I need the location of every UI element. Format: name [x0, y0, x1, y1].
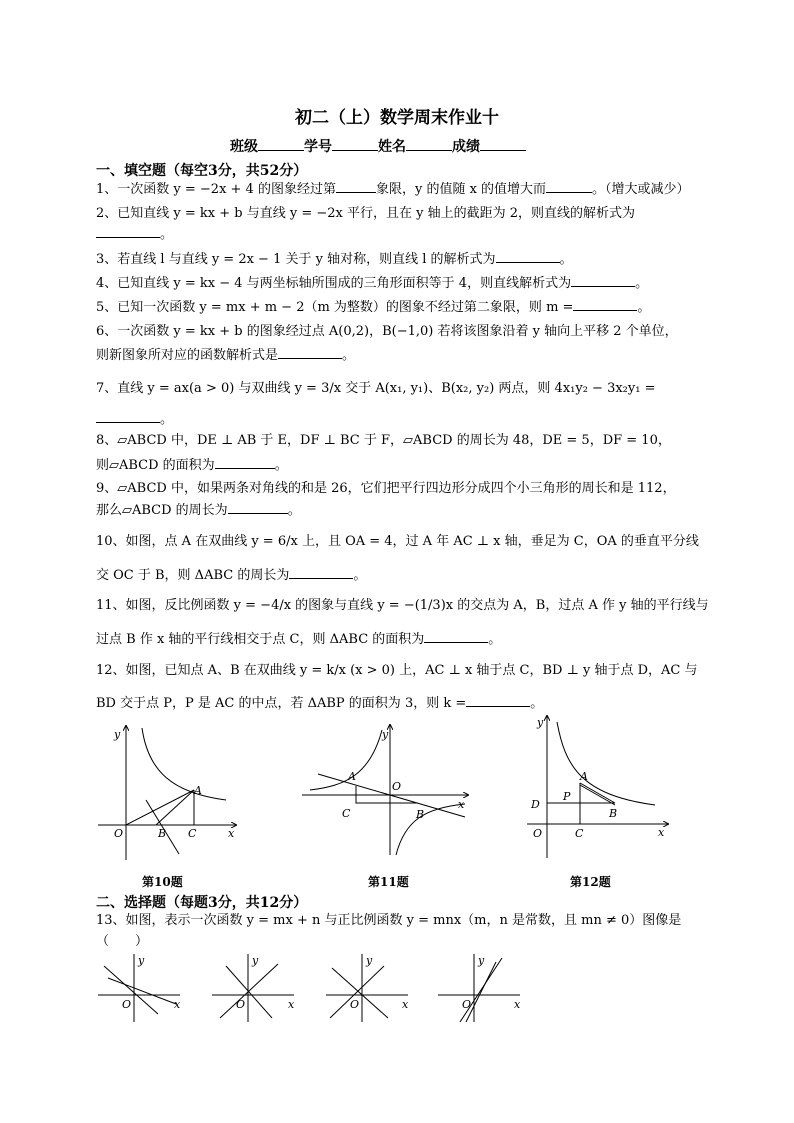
line-2 — [226, 966, 272, 1018]
point-a-label: A — [348, 770, 356, 783]
q7-blank[interactable] — [96, 410, 160, 423]
question-4 — [96, 274, 648, 293]
figure-12 — [525, 710, 675, 862]
q1-blank-1[interactable] — [336, 180, 376, 193]
question-11-line-2 — [96, 630, 501, 649]
q10-text-b: 交 OC 于 B，则 ΔABC 的周长为 — [96, 568, 290, 583]
q4-text-b: 。 — [635, 276, 649, 291]
y-label: y — [114, 728, 121, 741]
point-d-label: D — [531, 798, 540, 811]
q5-text-b: 。 — [637, 300, 651, 315]
point-b-label: B — [158, 827, 167, 840]
segment-oa — [126, 790, 194, 825]
hyperbola-branch-left — [310, 730, 382, 790]
q13-option-graph-3[interactable] — [324, 952, 414, 1024]
question-8-line-2 — [96, 456, 288, 475]
q9-text-c: 。 — [287, 503, 301, 518]
score-label: 成绩 — [452, 139, 480, 155]
q12-blank[interactable] — [466, 694, 530, 707]
x-label: x — [288, 998, 295, 1011]
q7-text: 7、直线 y = ax(a > 0) 与双曲线 y = 3/x 交于 A(x₁, y₁)、B(x₂, y₂) 两点，则 4x₁y₂ − 3x₂y₁ = — [96, 381, 656, 396]
question-9-line-2 — [96, 501, 301, 520]
question-6 — [96, 323, 678, 341]
question-3 — [96, 250, 573, 269]
point-a-label: A — [194, 784, 202, 797]
line-2 — [466, 962, 496, 1022]
page-title: 初二（上）数学周末作业十 — [295, 108, 499, 128]
q13-text: 13、如图，表示一次函数 y = mx + n 与正比例函数 y = mnx（m，n 是常数，且 mn ≠ 0）图像是 — [96, 913, 682, 928]
origin-label: O — [392, 780, 402, 793]
q6-text-b: 则新图象所对应的函数解析式是 — [96, 348, 279, 363]
figure-10-caption: 第10题 — [142, 875, 183, 889]
q5-text: 5、已知一次函数 y = mx + m − 2（m 为整数）的图象不经过第二象限，则 m = — [96, 300, 574, 315]
q11-text-b: 过点 B 作 x 轴的平行线相交于点 C，则 ΔABC 的面积为 — [96, 632, 425, 647]
q8-text: 8、▱ABCD 中，DE ⊥ AB 于 E，DF ⊥ BC 于 F，▱ABCD 的周长为 48，DE = 5，DF = 10， — [96, 433, 671, 448]
y-label: y — [252, 954, 259, 967]
point-b-label: B — [609, 807, 618, 820]
y-label: y — [478, 954, 485, 967]
question-1 — [96, 180, 690, 199]
q9-text: 9、▱ABCD 中，如果两条对角线的和是 26，它们把平行四边形分成四个小三角形的周长和是 112， — [96, 481, 676, 496]
question-5 — [96, 298, 650, 317]
q4-text: 4、已知直线 y = kx − 4 与两坐标轴所围成的三角形面积等于 4，则直线解析式为 — [96, 276, 572, 291]
origin-label: O — [236, 998, 246, 1011]
origin-label: O — [122, 998, 132, 1011]
q13-answer-bracket[interactable]: （ ） — [96, 934, 149, 949]
question-8 — [96, 432, 671, 450]
question-7 — [96, 380, 655, 398]
point-c-label: C — [188, 827, 197, 840]
x-label: x — [458, 798, 465, 811]
section-choice-title: 二、选择题（每题3分，共12分） — [96, 895, 308, 911]
question-12 — [96, 662, 697, 680]
q2-blank[interactable] — [96, 225, 160, 238]
figure-10 — [96, 720, 246, 865]
q13-option-graph-1[interactable] — [96, 952, 186, 1024]
class-blank[interactable] — [258, 138, 304, 151]
line-1 — [460, 958, 502, 1022]
q13-option-graph-4[interactable] — [436, 952, 526, 1024]
point-b-label: B — [416, 808, 425, 821]
section-fill-title: 一、填空题（每空3分，共52分） — [96, 163, 308, 179]
point-a-label: A — [580, 770, 588, 783]
q8-text-b: 则▱ABCD 的面积为 — [96, 458, 215, 473]
y-label: y — [138, 954, 145, 967]
q1-text-c: 。（增大或减少） — [592, 182, 690, 197]
figure-11-caption: 第11题 — [368, 875, 409, 889]
q11-text: 11、如图，反比例函数 y = −4/x 的图象与直线 y = −(1/3)x 的交点为 A，B，过点 A 作 y 轴的平行线与 — [96, 598, 709, 613]
question-2 — [96, 205, 635, 223]
x-label: x — [228, 827, 235, 840]
q6-text-c: 。 — [342, 348, 356, 363]
q9-text-b: 那么▱ABCD 的周长为 — [96, 503, 228, 518]
line-1 — [332, 968, 388, 1018]
y-label: y — [382, 728, 389, 741]
origin-label: O — [462, 998, 472, 1011]
q1-blank-2[interactable] — [546, 180, 592, 193]
score-blank[interactable] — [480, 138, 526, 151]
segment-ab — [580, 783, 615, 803]
q12-text: 12、如图，已知点 A、B 在双曲线 y = k/x (x > 0) 上，AC ⊥ x 轴于点 C，BD ⊥ y 轴于点 D，AC 与 — [96, 663, 698, 678]
q11-text-c: 。 — [488, 632, 502, 647]
id-blank[interactable] — [332, 138, 378, 151]
q9-blank[interactable] — [228, 501, 288, 514]
q6-blank[interactable] — [278, 346, 342, 359]
origin-label: O — [350, 998, 360, 1011]
q8-text-c: 。 — [274, 458, 288, 473]
q2-text-b: 。 — [160, 227, 174, 242]
point-c-label: C — [575, 827, 584, 840]
x-label: x — [402, 998, 409, 1011]
question-13 — [96, 912, 681, 930]
q4-blank[interactable] — [571, 274, 635, 287]
q13-option-graph-2[interactable] — [210, 952, 300, 1024]
q5-blank[interactable] — [573, 298, 637, 311]
x-label: x — [514, 998, 521, 1011]
question-2-line-2 — [96, 225, 173, 244]
class-label: 班级 — [230, 139, 258, 155]
q10-blank[interactable] — [289, 566, 353, 579]
question-10-line-2 — [96, 566, 366, 585]
q11-blank[interactable] — [424, 630, 488, 643]
name-blank[interactable] — [406, 138, 452, 151]
question-12-line-2 — [96, 694, 543, 713]
x-label: x — [174, 998, 181, 1011]
q2-text: 2、已知直线 y = kx + b 与直线 y = −2x 平行，且在 y 轴上的截距为 2，则直线的解析式为 — [96, 206, 635, 221]
figure-11 — [300, 720, 472, 862]
question-7-line-2 — [96, 410, 173, 429]
q3-blank[interactable] — [496, 250, 560, 263]
q3-text: 3、若直线 l 与直线 y = 2x − 1 关于 y 轴对称，则直线 l 的解析式为 — [96, 252, 496, 267]
hyperbola-curve — [557, 722, 655, 805]
x-label: x — [658, 826, 665, 839]
question-10 — [96, 533, 699, 551]
y-label: y — [366, 954, 373, 967]
q1-text-b: 象限，y 的值随 x 的值增大而 — [375, 182, 547, 197]
figure-12-caption: 第12题 — [570, 875, 611, 889]
q10-text: 10、如图，点 A 在双曲线 y = 6/x 上，且 OA = 4，过 A 年 AC ⊥ x 轴，垂足为 C，OA 的垂直平分线 — [96, 534, 699, 549]
origin-label: O — [114, 827, 124, 840]
name-label: 姓名 — [378, 139, 406, 155]
q10-text-c: 。 — [353, 568, 367, 583]
point-p-label: P — [563, 790, 571, 803]
question-11 — [96, 597, 709, 615]
q1-text: 1、一次函数 y = −2x + 4 的图象经过第 — [96, 182, 336, 197]
question-13-line-2 — [96, 933, 148, 951]
origin-label: O — [533, 827, 543, 840]
segment-ba — [156, 790, 194, 825]
q12-text-b: BD 交于点 P，P 是 AC 的中点，若 ΔABP 的面积为 3，则 k = — [96, 696, 467, 711]
question-6-line-2 — [96, 346, 355, 365]
student-info-line — [230, 136, 526, 156]
id-label: 学号 — [304, 139, 332, 155]
q12-text-c: 。 — [530, 696, 544, 711]
question-9 — [96, 480, 676, 498]
q8-blank[interactable] — [215, 456, 275, 469]
q7-text-b: 。 — [160, 412, 174, 427]
hyperbola-curve — [142, 728, 226, 800]
q6-text: 6、一次函数 y = kx + b 的图象经过点 A(0,2)，B(−1,0) 若将该图象沿着 y 轴向上平移 2 个单位， — [96, 324, 678, 339]
point-c-label: C — [342, 807, 351, 820]
y-label: y — [537, 716, 544, 729]
hyperbola-branch-right — [396, 804, 465, 855]
q3-text-b: 。 — [559, 252, 573, 267]
line-1 — [220, 964, 278, 1018]
